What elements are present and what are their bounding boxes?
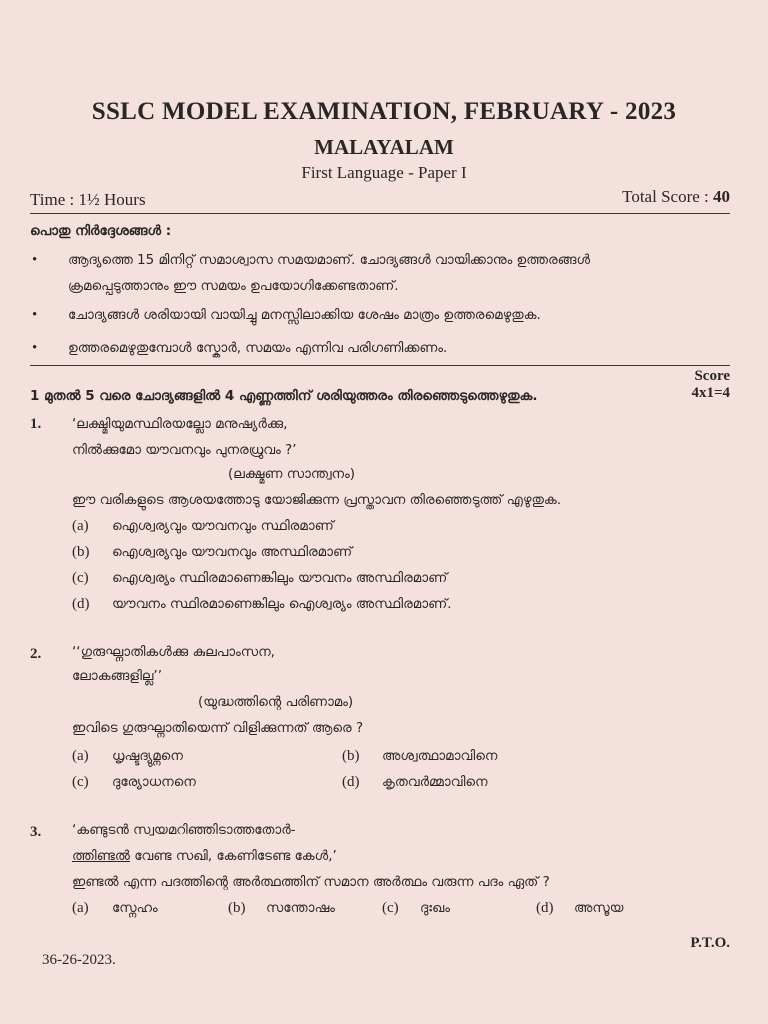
question-text: ഈ വരികളുടെ ആശയത്തോടു യോജിക്കുന്ന പ്രസ്താവന തിരഞ്ഞെടുത്ത് എഴുതുക. — [72, 492, 562, 508]
paper-code: 36-26-2023. — [42, 952, 116, 968]
option-label: (d) — [342, 774, 360, 790]
question-text: ഇണ്ടൽ എന്ന പദത്തിന്റെ അർത്ഥത്തിന് സമാന അർത്ഥം വരുന്ന പദം ഏത് ? — [72, 874, 550, 890]
option-label: (a) — [72, 900, 89, 916]
option-label: (c) — [382, 900, 399, 916]
quote-line: ‘‘ഗുരുഘ്നാതികൾക്കു കുലപാംസന, — [72, 644, 275, 660]
total-score — [622, 187, 730, 207]
option-text: സ്നേഹം — [112, 900, 158, 916]
option-text: ഐശ്വര്യം സ്ഥിരമാണെങ്കിലും യൗവനം അസ്ഥിരമാണ് — [112, 570, 448, 586]
time-allowed: Time : 1½ Hours — [30, 190, 146, 209]
option-label: (d) — [536, 900, 554, 916]
score-value: 4x1=4 — [691, 385, 730, 401]
option-label: (d) — [72, 596, 90, 612]
page-turn-note: P.T.O. — [690, 935, 730, 951]
question-number: 3. — [30, 824, 42, 840]
question-text: ഇവിടെ ഗുരുഘ്നാതിയെന്ന് വിളിക്കുന്നത് ആരെ ? — [72, 720, 364, 736]
option-label: (a) — [72, 518, 89, 534]
instructions-heading: പൊതു നിർദ്ദേശങ്ങൾ : — [30, 223, 172, 239]
quote-line: ‘കണ്ടുടൻ സ്വയമറിഞ്ഞിടാത്തതോർ- — [72, 822, 296, 838]
header-divider — [30, 213, 730, 214]
bullet-icon: • — [32, 252, 38, 268]
subject-title: MALAYALAM — [314, 135, 454, 159]
total-score-label: Total Score : — [622, 187, 713, 206]
quote-line: ലോകങ്ങളില്ല’’ — [72, 668, 163, 684]
quote-line — [72, 848, 337, 864]
option-text: കൃതവർമ്മാവിനെ — [382, 774, 488, 790]
option-text: യൗവനം സ്ഥിരമാണെങ്കിലും ഐശ്വര്യം അസ്ഥിരമാണ്. — [112, 596, 452, 612]
quote-line: നിൽക്കുമോ യൗവനവും പുനരധ്രുവം ?’ — [72, 442, 297, 458]
question-number: 2. — [30, 646, 42, 662]
option-text: ദുര്യോധനനെ — [112, 774, 196, 790]
option-text: ധൃഷ്ടദ്യുമ്നനെ — [112, 748, 183, 764]
bullet-icon: • — [32, 340, 38, 356]
option-text: ദുഃഖം — [420, 900, 450, 916]
quote-line: ‘ലക്ഷ്മിയുമസ്ഥിരയല്ലോ മനുഷ്യർക്കു, — [72, 416, 288, 432]
quote-source: (യുദ്ധത്തിന്റെ പരിണാമം) — [198, 694, 354, 710]
quote-source: (ലക്ഷ്മണ സാന്ത്വനം) — [228, 466, 356, 482]
instruction-1-line1: ആദ്യത്തെ 15 മിനിറ്റ് സമാശ്വാസ സമയമാണ്. ചോദ്യങ്ങൾ വായിക്കാനും ഉത്തരങ്ങൾ — [68, 252, 590, 268]
option-text: അശ്വത്ഥാമാവിനെ — [382, 748, 498, 764]
instructions-divider — [30, 365, 730, 366]
option-text: ഐശ്വര്യവും യൗവനവും സ്ഥിരമാണ് — [112, 518, 334, 534]
quote-line-rest: വേണ്ട സഖി, കേണിടേണ്ട കേൾ,’ — [129, 848, 337, 864]
instruction-2: ചോദ്യങ്ങൾ ശരിയായി വായിച്ചു മനസ്സിലാക്കിയ ശേഷം മാത്രം ഉത്തരമെഴുതുക. — [68, 307, 541, 323]
total-score-value: 40 — [713, 187, 730, 206]
instruction-1-line2: ക്രമപ്പെടുത്താനും ഈ സമയം ഉപയോഗിക്കേണ്ടതാണ്. — [68, 278, 399, 294]
option-label: (b) — [342, 748, 360, 764]
option-text: അസൂയ — [574, 900, 624, 916]
section-instruction: 1 മുതൽ 5 വരെ ചോദ്യങ്ങളിൽ 4 എണ്ണത്തിന് ശരിയുത്തരം തിരഞ്ഞെടുത്തെഴുതുക. — [30, 388, 538, 404]
question-number: 1. — [30, 416, 42, 432]
option-label: (a) — [72, 748, 89, 764]
option-label: (c) — [72, 570, 89, 586]
option-label: (c) — [72, 774, 89, 790]
option-text: ഐശ്വര്യവും യൗവനവും അസ്ഥിരമാണ് — [112, 544, 353, 560]
bullet-icon: • — [32, 307, 38, 323]
option-label: (b) — [228, 900, 246, 916]
exam-title: SSLC MODEL EXAMINATION, FEBRUARY - 2023 — [91, 98, 677, 125]
underlined-word: ത്തിണ്ടൽ — [72, 848, 130, 864]
instruction-3: ഉത്തരമെഴുതുമ്പോൾ സ്കോർ, സമയം എന്നിവ പരിഗണിക്കണം. — [68, 340, 448, 356]
paper-subtitle: First Language - Paper I — [301, 163, 467, 182]
option-text: സന്തോഷം — [266, 900, 335, 916]
score-label: Score — [694, 368, 730, 384]
option-label: (b) — [72, 544, 90, 560]
